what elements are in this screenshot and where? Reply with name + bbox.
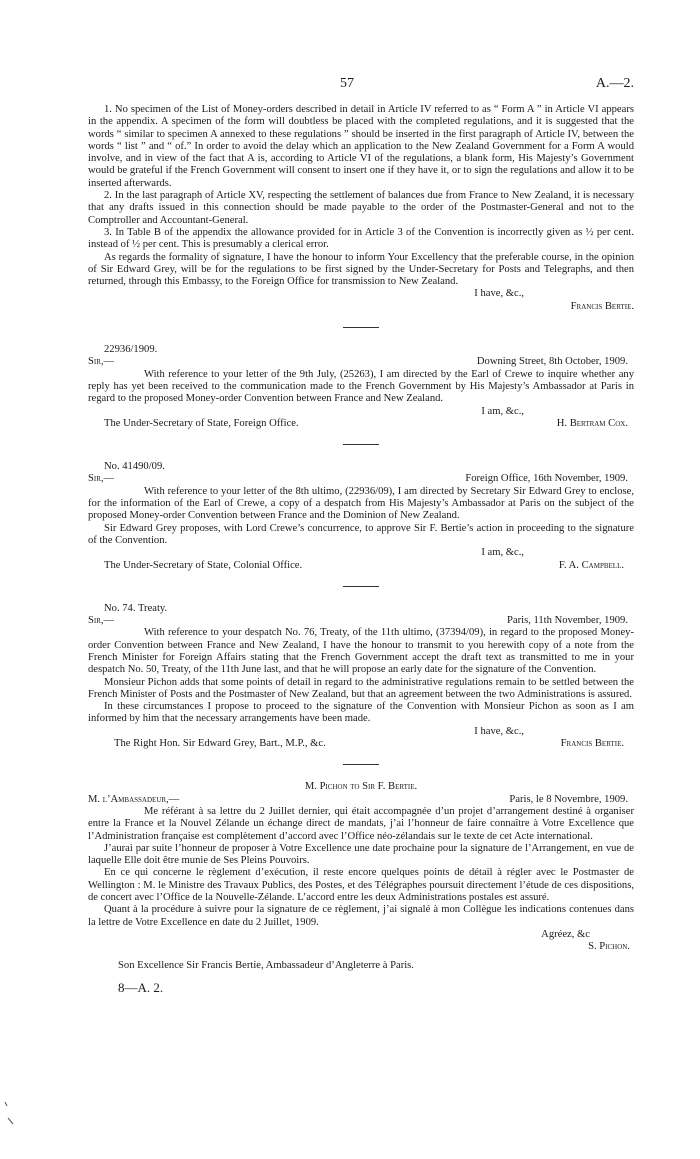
document-number: No. 41490/09. <box>104 461 165 473</box>
salutation: M. l’Ambassadeur,— <box>88 793 180 805</box>
paragraph: 2. In the last paragraph of Article XV, respecting the settlement of balances due from France to New Zealand, it is necessary that any drafts issued in this connection should be made payable to the order of the Postmaster-General and not to the Comptroller and Accountant-General. <box>88 190 634 226</box>
section-divider <box>343 586 379 587</box>
letter-heading: M. Pichon to Sir F. Bertie. <box>304 781 418 793</box>
document-number: No. 74. Treaty. <box>104 602 168 614</box>
document-number: 22936/1909. <box>104 344 158 356</box>
signature: S. Pichon. <box>588 941 630 953</box>
place-date: Downing Street, 8th October, 1909. <box>476 356 628 368</box>
letter-pichon <box>88 781 634 971</box>
document-reference: A.—2. <box>595 76 634 91</box>
letter-paris-treaty <box>88 603 634 751</box>
section-divider <box>343 444 379 445</box>
paragraph: J’aurai par suite l’honneur de proposer à Votre Excellence une date prochaine pour la signature de l’Arrangement, en vue de laquelle Elle doit être munie de Ses Pleins Pouvoirs. <box>88 842 634 867</box>
document-body <box>88 104 634 994</box>
salutation: Sir,— <box>88 615 115 627</box>
closing: I am, &c., <box>481 547 524 559</box>
paragraph: Monsieur Pichon adds that some points of detail in regard to the administrative regulations remain to be settled between the French Minister of Posts and the Postmaster of New Zealand, but that an agreement between the two Administrations is assured. <box>88 676 634 700</box>
closing: Agréez, &c <box>541 928 590 940</box>
addressee: The Right Hon. Sir Edward Grey, Bart., M.P., &c. <box>114 738 326 750</box>
paragraph: In these circumstances I propose to proceed to the signature of the Convention with Monsieur Pichon as soon as I am informed by him that the necessary arrangements have been made. <box>88 701 634 725</box>
paragraph: As regards the formality of signature, I have the honour to inform Your Excellency that the preferable course, in the opinion of Sir Edward Grey, will be for the regulations to be first signed by the Under-Secretary for Posts and Telegraphs, and then returned, through this Embassy, to the Foreign Office for transmission to New Zealand. <box>88 251 634 288</box>
closing: I have, &c., <box>474 288 524 300</box>
paragraph: With reference to your despatch No. 76, Treaty, of the 11th ultimo, (37394/09), in regard to the proposed Money-order Convention between France and New Zealand, I have the honour to transmit to you herewith copy of a note from the French Minister for Foreign Affairs stating that the French Government accept the draft text as transmitted to me in your despatch No. 50, Treaty, of the 11th June last, and that he will propose an early date for the signature of the Convention. <box>88 627 634 676</box>
signature: F. A. Campbell. <box>558 559 624 571</box>
salutation: Sir,— <box>88 356 115 368</box>
sheet-reference: 8—A. 2. <box>118 979 164 995</box>
place-date: Paris, le 8 Novembre, 1909. <box>509 793 628 805</box>
section-divider <box>343 764 379 765</box>
signature: Francis Bertie. <box>570 300 634 312</box>
addressee: The Under-Secretary of State, Foreign Office. <box>104 417 299 429</box>
paragraph: With reference to your letter of the 8th ultimo, (22936/09), I am directed by Secretary Sir Edward Grey to enclose, for the information of the Earl of Crewe, a copy of a despatch from His Majesty’s Ambassador at Paris on the subject of the proposed Money-order Convention between France and the Dominion of New Zealand. <box>88 485 634 522</box>
signature: H. Bertram Cox. <box>556 417 628 429</box>
page-number: 57 <box>340 76 354 91</box>
paragraph: 3. In Table B of the appendix the allowance provided for in Article 3 of the Convention is incorrectly given as ½ per cent. instead of ½ per cent. This is presumably a clerical error. <box>88 226 634 251</box>
closing: I am, &c., <box>481 405 524 417</box>
addressee: The Under-Secretary of State, Colonial Office. <box>104 559 303 571</box>
salutation: Sir,— <box>88 473 115 485</box>
letter-bertie-continuation <box>88 104 634 313</box>
paragraph: With reference to your letter of the 9th July, (25263), I am directed by the Earl of Crewe to inquire whether any reply has yet been received to the communication made to the French Government by His Majesty’s Ambassador at Paris in regard to the proposed Money-order Convention between France and New Zealand. <box>88 368 634 405</box>
letter-foreign-office <box>88 461 634 572</box>
page-header <box>88 78 634 92</box>
margin-mark <box>4 1100 14 1130</box>
closing: I have, &c., <box>474 725 524 737</box>
section-divider <box>343 327 379 328</box>
paragraph: Me référant à sa lettre du 2 Juillet dernier, qui était accompagnée d’un projet d’arrangement destiné à organiser entre la France et la Nouvel Zélande un échange direct de mandats, j’ai l’honneur de faire connaître à Votre Excellence que l’Administration française est complètement d’accord avec l’Office néo-zélandais sur le texte de cet Acte international. <box>88 805 634 842</box>
paragraph: Sir Edward Grey proposes, with Lord Crewe’s concurrence, to approve Sir F. Bertie’s action in proceeding to the signature of the Convention. <box>88 522 634 546</box>
paragraph: En ce qui concerne le règlement d’exécution, il reste encore quelques points de détail à régler avec le Postmaster de Wellington : M. le Ministre des Travaux Publics, des Postes, et des Télégraphes poursuit directement l’étude de ces dispositions, de concert avec l’Office de la Nouvelle-Zélande. L’accord entre les deux Administrations postales est assuré. <box>88 867 634 904</box>
place-date: Foreign Office, 16th November, 1909. <box>465 473 628 485</box>
paragraph: 1. No specimen of the List of Money-orders described in detail in Article IV referred to as “ Form A ” in Article VI appears in the appendix. A specimen of the form will doubtless be placed with the completed regulations, and it is suggested that the words “ similar to specimen A annexed to these regulations ” should be inserted in the first paragraph of Article IV, between the words “ list ” and “ of.” In order to avoid the delay which an application to the New Zealand Government for a Form A would involve, and in view of the fact that A is, according to Article VI of the regulations, a blank form, His Majesty’s Government would be grateful if the French Government will consent to insert one if they have it, or to sign the regulations and allow it to be inserted afterwards. <box>88 104 634 189</box>
letter-downing-street <box>88 344 634 430</box>
paragraph: Quant à la procédure à suivre pour la signature de ce règlement, j’ai signalé à mon Collègue les indications contenues dans la lettre de Votre Excellence en date du 2 Juillet, 1909. <box>88 904 634 928</box>
addressee: Son Excellence Sir Francis Bertie, Ambassadeur d’Angleterre à Paris. <box>118 959 414 971</box>
place-date: Paris, 11th November, 1909. <box>507 615 628 627</box>
signature: Francis Bertie. <box>560 738 624 750</box>
